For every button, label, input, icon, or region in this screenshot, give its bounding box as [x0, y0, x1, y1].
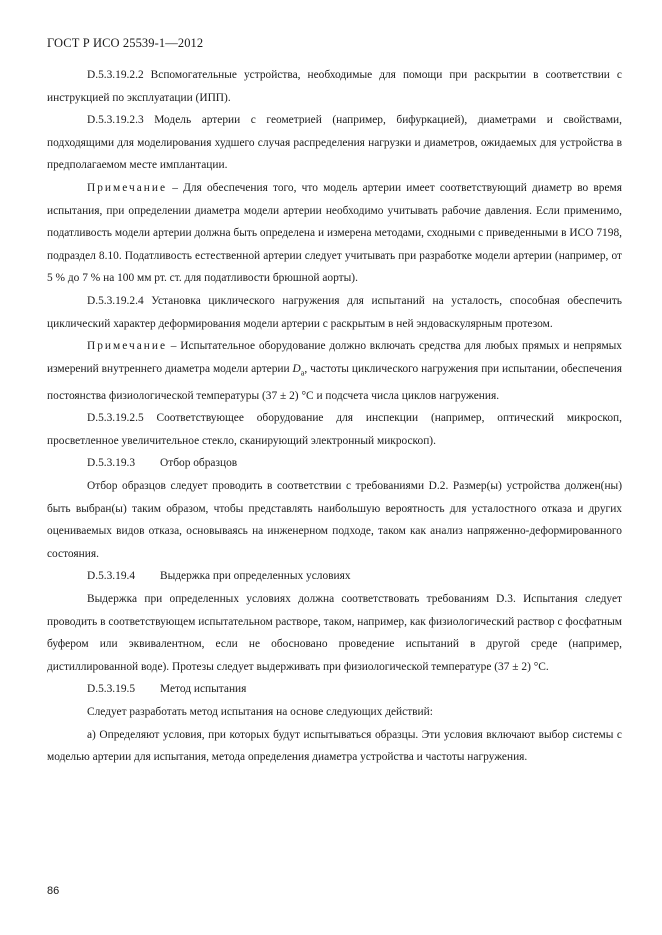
note-paragraph-2	[47, 335, 622, 407]
note-text: – Испытательное оборудование должно включать средства для любых прямых и непрямых измерений внутреннего диаметра модели артерии	[47, 340, 622, 375]
note-label: Примечание	[87, 340, 168, 353]
paragraph-d5-3-19-2-2: D.5.3.19.2.2 Вспомогательные устройства, необходимые для помощи при раскрытии в соответствии с инструкцией по эксплуатации (ИПП).	[47, 69, 622, 104]
paragraph-sampling: Отбор образцов следует проводить в соответствии с требованиями D.2. Размер(ы) устройства должен(ны) быть выбран(ы) таким образом, чтобы представлять наибольшую вероятность для усталостного отказа и других оцениваемых видов отказа, основываясь на инженерном подходе, таком как анализ напряженно-деформированного состояния.	[47, 479, 622, 560]
section-heading-sampling	[47, 452, 622, 475]
paragraph-d5-3-19-2-5: D.5.3.19.2.5 Соответствующее оборудование для инспекции (например, оптический микроскоп, просветленное увеличительное стекло, сканирующий электронный микроскоп).	[47, 412, 622, 447]
document-header: ГОСТ Р ИСО 25539-1—2012	[47, 36, 204, 50]
paragraph-conditioning: Выдержка при определенных условиях должна соответствовать требованиям D.3. Испытания следует проводить в соответствующем испытательном растворе, таком, например, как физиологический раствор с фосфатным буфером или эквивалентном, если не обосновано проведение испытаний в другой среде (например, дистиллированной воде). Протезы следует выдерживать при физиологической температуре (37 ± 2) °С.	[47, 592, 622, 673]
section-heading-test-method	[47, 678, 622, 701]
page-number: 86	[47, 885, 60, 897]
note-paragraph-1	[47, 177, 622, 290]
note-text: – Для обеспечения того, что модель артерии имеет соответствующий диаметр во время испытания, при определении диаметра модели артерии необходимо учитывать рабочие давления. Если применимо, податливость модели артерии должна быть определена и измерена методами, сходными с приведенными в ИСО 7198, подраздел 8.10. Податливость естественной артерии следует учитывать при разработке модели артерии (например, от 5 % до 7 % на 100 мм рт. ст. для податливости брюшной аорты).	[47, 181, 622, 285]
diameter-subscript: a	[300, 368, 305, 377]
section-title: Отбор образцов	[160, 457, 238, 470]
section-heading-conditioning	[47, 565, 622, 588]
document-body	[47, 64, 622, 769]
section-title: Выдержка при определенных условиях	[160, 570, 351, 583]
note-label: Примечание	[87, 181, 168, 194]
section-number: D.5.3.19.3	[87, 457, 136, 470]
paragraph-d5-3-19-2-3: D.5.3.19.2.3 Модель артерии с геометрией (например, бифуркацией), диаметрами и свойствами, подходящими для моделирования худшего случая распределения нагрузки и диаметров, ожидаемых для устройства в предполагаемом месте имплантации.	[47, 114, 622, 172]
section-number: D.5.3.19.5	[87, 683, 136, 696]
section-title: Метод испытания	[160, 683, 247, 696]
paragraph-d5-3-19-2-4: D.5.3.19.2.4 Установка циклического нагружения для испытаний на усталость, способная обеспечить циклический характер деформирования модели артерии с раскрытым в ней эндоваскулярным протезом.	[47, 294, 622, 330]
list-item-a: а) Определяют условия, при которых будут испытываться образцы. Эти условия включают выбор системы с моделью артерии для испытания, метода определения диаметра устройства и частоты нагружения.	[47, 728, 622, 764]
diameter-symbol: D	[292, 362, 301, 375]
note-text-continued: , частоты циклического нагружения при испытании, обеспечения постоянства физиологической температуры (37 ± 2) °С и подсчета числа циклов нагружения.	[47, 362, 622, 402]
paragraph-test-method-intro: Следует разработать метод испытания на основе следующих действий:	[87, 705, 433, 718]
section-number: D.5.3.19.4	[87, 570, 136, 583]
